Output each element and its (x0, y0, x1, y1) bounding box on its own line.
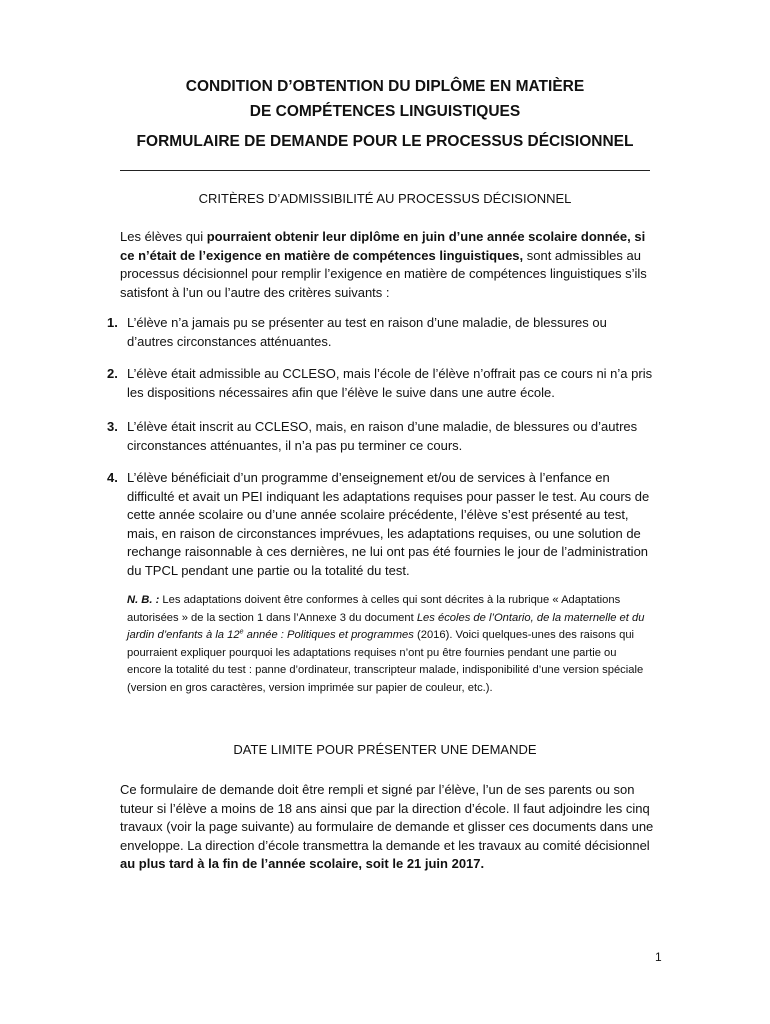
deadline-text: Ce formulaire de demande doit être rempli et signé par l’élève, l’un de ses parents ou son tuteur si l’élève a moins de 18 ans ainsi que par la direction d’école. Il faut adjoindre les cinq travaux (voir la page suivante) au formulaire de demande et glisser ces documents dans une enveloppe. La direction d’école transmettra la demande et les travaux au comité décisionnel (120, 782, 654, 853)
criteria-heading: CRITÈRES D’ADMISSIBILITÉ AU PROCESSUS DÉCISIONNEL (198, 191, 572, 206)
note-text-a: Les adaptations doivent être conformes à celles qui sont décrites à la rubrique « Adaptations autorisées » de la section 1 dans l’Annexe 3 du document (127, 594, 621, 624)
note-superscript: e (239, 628, 244, 636)
note-label: N. B. : (127, 594, 160, 606)
document-subtitle: FORMULAIRE DE DEMANDE POUR LE PROCESSUS DÉCISIONNEL (136, 133, 634, 150)
deadline-paragraph (120, 781, 655, 874)
note-italic-b: année : Politiques et programmes (243, 629, 414, 642)
criteria-item-text: L’élève bénéficiait d’un programme d’enseignement et/ou de services à l’enfance en difficulté et avait un PEI indiquant les adaptations requises pour passer le test. Au cours de cette année scolaire ou d’une année scolaire précédente, l’élève s’est présenté au test, mais, en raison de circonstances imprévues, les adaptations requises, ou une solution de rechange raisonnable à ces dernières, ne lui ont pas été fournies le jour de l’administration du TPCL pendant une partie ou la totalité du test. (127, 470, 650, 578)
criteria-item-text: L’élève était inscrit au CCLESO, mais, en raison d’une maladie, de blessures ou d’autres circonstances atténuantes, il n’a pas pu terminer ce cours. (127, 419, 638, 453)
criteria-item-4 (107, 469, 655, 580)
criteria-item-2 (107, 365, 655, 402)
note-block (127, 592, 647, 698)
title-divider (120, 170, 650, 171)
criteria-item-number: 2. (107, 366, 118, 381)
criteria-item-text: L’élève était admissible au CCLESO, mais l’école de l’élève n’offrait pas ce cours ni n’a pris les dispositions nécessaires afin que l’élève le suive dans une autre école. (127, 366, 653, 400)
criteria-intro-pre: Les élèves qui (120, 229, 207, 244)
criteria-intro (120, 228, 655, 302)
criteria-item-number: 1. (107, 315, 118, 330)
deadline-heading: DATE LIMITE POUR PRÉSENTER UNE DEMANDE (233, 742, 537, 757)
criteria-item-1 (107, 314, 655, 351)
note-italic-a: Les écoles de l’Ontario, de la maternelle et du jardin d’enfants à la 12 (127, 611, 645, 642)
document-title-line-1: CONDITION D’OBTENTION DU DIPLÔME EN MATIÈRE (185, 78, 585, 95)
criteria-item-number: 3. (107, 419, 118, 434)
criteria-item-text: L’élève n’a jamais pu se présenter au test en raison d’une maladie, de blessures ou d’autres circonstances atténuantes. (127, 315, 607, 349)
document-title-line-2: DE COMPÉTENCES LINGUISTIQUES (249, 103, 521, 120)
note-text-b: (2016). Voici quelques-unes des raisons qui pourraient expliquer pourquoi les adaptations requises n’ont pu être fournies pendant une partie ou encore la totalité du test : panne d’ordinateur, transcripteur malade, indisponibilité d’une version spéciale (version en gros caractères, version imprimée sur papier de couleur, etc.). (127, 629, 644, 694)
criteria-item-3 (107, 418, 655, 455)
page-number: 1 (655, 950, 662, 964)
criteria-intro-bold: pourraient obtenir leur diplôme en juin d’une année scolaire donnée, si ce n’était de l’exigence en matière de compétences linguistiques, (120, 229, 646, 263)
criteria-intro-post: sont admissibles au processus décisionnel pour remplir l’exigence en matière de compétences linguistiques s’ils satisfont à l’un ou l’autre des critères suivants : (120, 247, 647, 300)
criteria-item-number: 4. (107, 470, 118, 485)
deadline-date-bold: au plus tard à la fin de l’année scolaire, soit le 21 juin 2017. (120, 856, 485, 871)
